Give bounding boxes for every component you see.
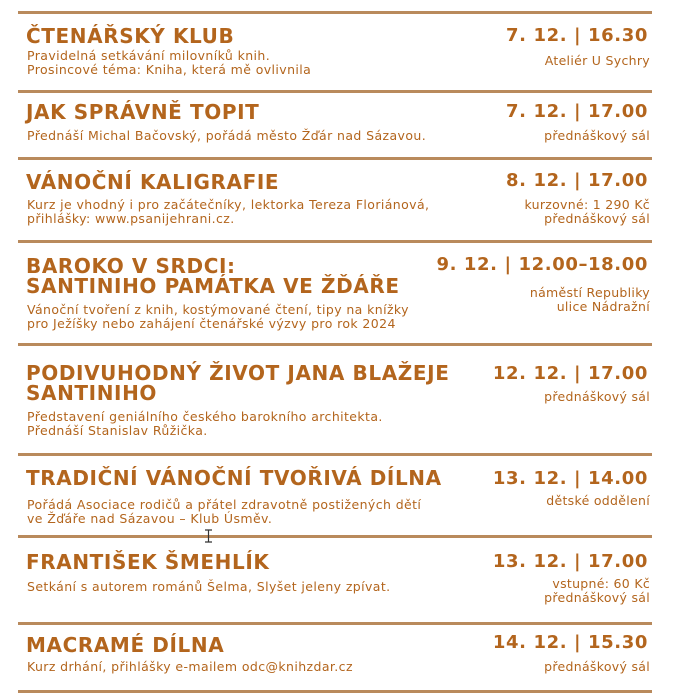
event-title: FRANTIŠEK ŠMEHLÍK — [26, 550, 270, 574]
event-date: 8. 12. | 17.00 — [506, 170, 648, 191]
event-place: ulice Nádražní — [556, 299, 650, 314]
divider — [18, 11, 652, 14]
text-cursor-icon — [204, 528, 213, 542]
event-title: TRADIČNÍ VÁNOČNÍ TVOŘIVÁ DÍLNA — [26, 466, 442, 490]
event-place: přednáškový sál — [544, 389, 650, 404]
event-title: PODIVUHODNÝ ŽIVOT JANA BLAŽEJE — [26, 361, 450, 385]
event-title: SANTINIHO — [26, 381, 158, 405]
event-description: Vánoční tvoření z knih, kostýmované čtení, tipy na knížky — [27, 302, 409, 317]
event-title: BAROKO V SRDCI: — [26, 254, 236, 278]
event-description: Představení geniálního českého barokního architekta. — [27, 409, 383, 424]
event-place: dětské oddělení — [546, 493, 650, 508]
event-description: Setkání s autorem románů Šelma, Slyšet jeleny zpívat. — [27, 579, 391, 594]
event-place: vstupné: 60 Kč — [552, 576, 650, 591]
event-description: pro Ježíšky nebo zahájení čtenářské výzvy pro rok 2024 — [27, 316, 396, 331]
divider — [18, 622, 652, 625]
event-title: VÁNOČNÍ KALIGRAFIE — [26, 170, 280, 194]
divider — [18, 90, 652, 93]
event-description: přihlášky: www.psanijehrani.cz. — [27, 211, 235, 226]
event-description: Přednáší Michal Bačovský, pořádá město Žďár nad Sázavou. — [27, 128, 427, 143]
event-date: 14. 12. | 15.30 — [492, 632, 648, 653]
event-description: Kurz je vhodný i pro začátečníky, lektorka Tereza Floriánová, — [27, 197, 430, 212]
event-place: přednáškový sál — [544, 659, 650, 674]
event-title: MACRAMÉ DÍLNA — [26, 633, 225, 657]
event-title: JAK SPRÁVNĚ TOPIT — [26, 100, 260, 124]
event-title: SANTINIHO PAMÁTKA VE ŽĎÁŘE — [26, 274, 400, 298]
event-date: 9. 12. | 12.00–18.00 — [436, 254, 648, 275]
event-description: Přednáší Stanislav Růžička. — [27, 423, 208, 438]
divider — [18, 240, 652, 243]
event-date: 13. 12. | 17.00 — [492, 551, 648, 572]
event-description: Kurz drhání, přihlášky e-mailem odc@knihzdar.cz — [27, 659, 353, 674]
event-place: přednáškový sál — [544, 128, 650, 143]
divider — [18, 690, 652, 693]
event-date: 12. 12. | 17.00 — [492, 363, 648, 384]
event-place: přednáškový sál — [544, 590, 650, 605]
divider — [18, 157, 652, 160]
event-description: Prosincové téma: Kniha, která mě ovlivnila — [27, 62, 312, 77]
event-date: 7. 12. | 17.00 — [506, 101, 648, 122]
event-title: ČTENÁŘSKÝ KLUB — [26, 24, 235, 48]
divider — [18, 453, 652, 456]
event-description: ve Žďáře nad Sázavou – Klub Úsměv. — [27, 511, 273, 526]
event-date: 7. 12. | 16.30 — [506, 25, 648, 46]
event-place: náměstí Republiky — [529, 285, 650, 300]
divider — [18, 343, 652, 346]
divider — [18, 535, 652, 538]
event-place: kurzovné: 1 290 Kč — [524, 197, 650, 212]
event-date: 13. 12. | 14.00 — [492, 468, 648, 489]
event-description: Pravidelná setkávání milovníků knih. — [27, 48, 271, 63]
event-place: Ateliér U Sychry — [544, 53, 650, 68]
event-description: Pořádá Asociace rodičů a přátel zdravotně postižených dětí — [27, 497, 422, 512]
event-place: přednáškový sál — [544, 211, 650, 226]
